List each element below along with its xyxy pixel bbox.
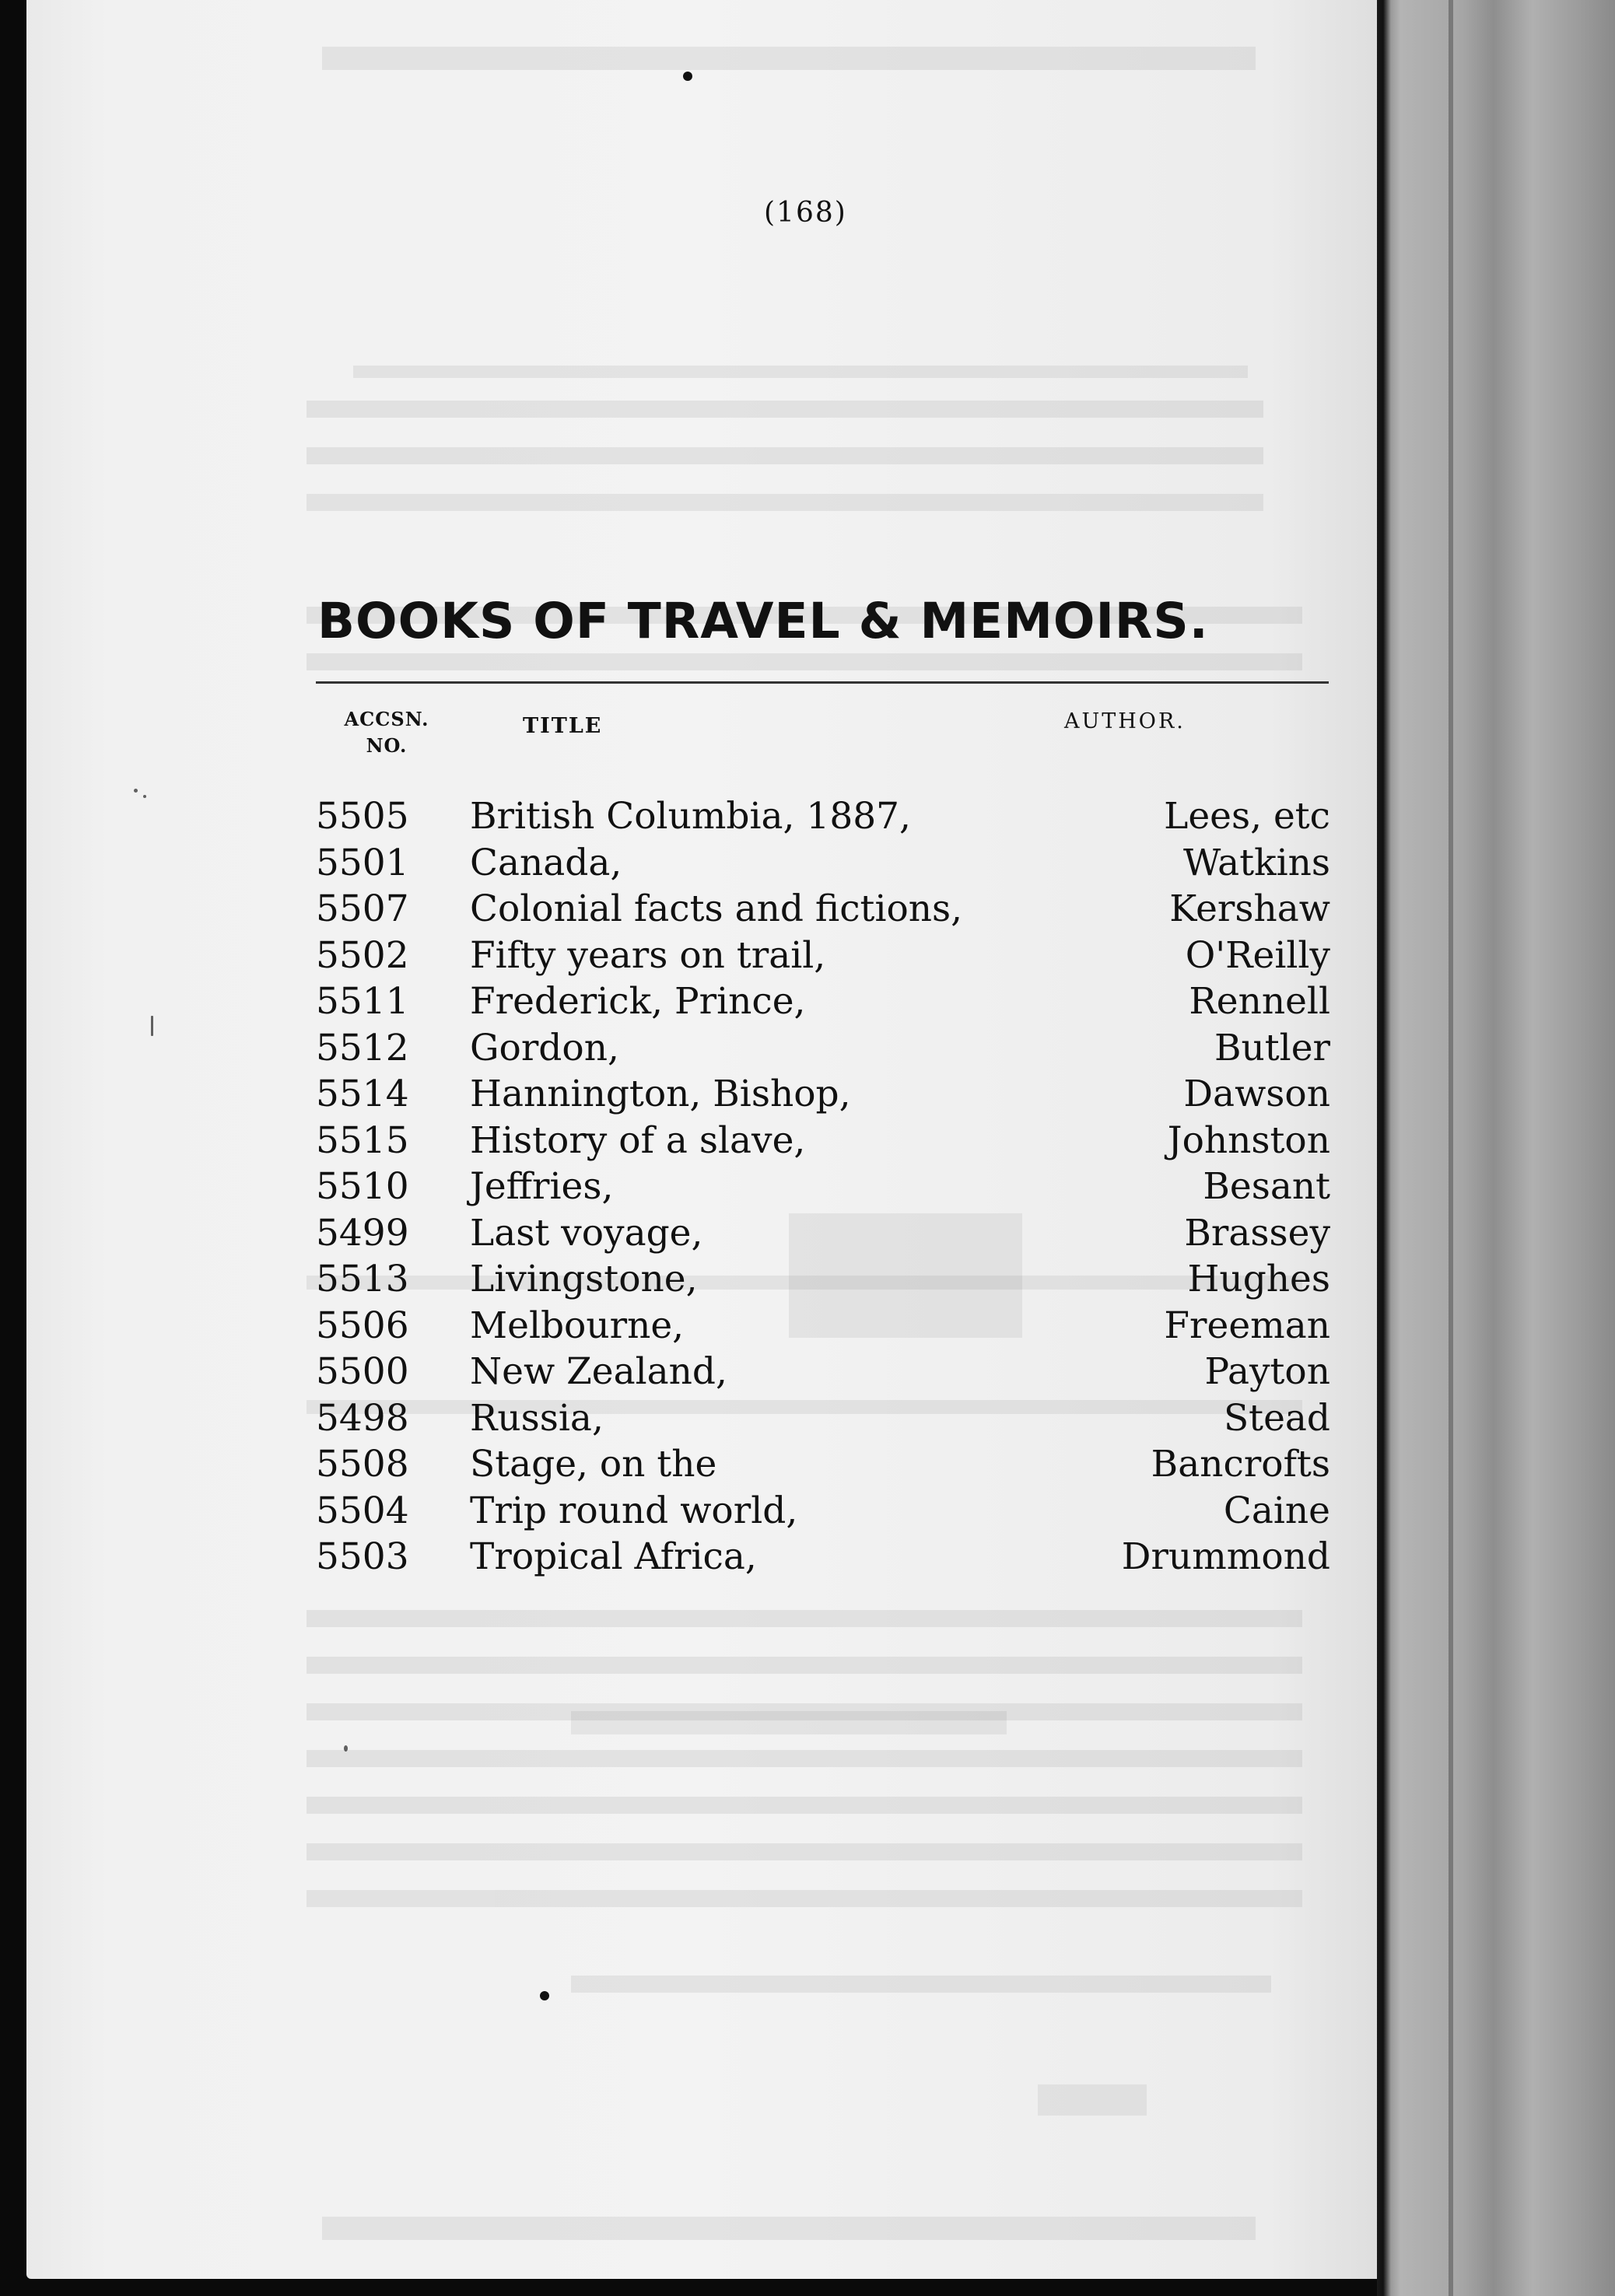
list-item: [316, 1443, 1330, 1489]
section-heading: BOOKS OF TRAVEL & MEMOIRS.: [317, 593, 1209, 649]
book-author: Bancrofts: [1151, 1443, 1330, 1486]
list-item: [316, 1212, 1330, 1258]
list-item: [316, 795, 1330, 842]
book-author: Johnston: [1167, 1118, 1330, 1162]
accession-number: 5515: [316, 1118, 409, 1162]
list-item: [316, 1258, 1330, 1304]
list-item: [316, 934, 1330, 981]
book-title: Hannington, Bishop,: [470, 1073, 851, 1115]
book-binding-edge: [1377, 0, 1615, 2296]
book-title: Frederick, Prince,: [470, 980, 806, 1023]
book-title: Jeffries,: [470, 1165, 614, 1208]
accession-number: 5500: [316, 1350, 409, 1393]
list-item: [316, 1397, 1330, 1444]
book-title: British Columbia, 1887,: [470, 795, 911, 838]
book-author: Lees, etc: [1164, 795, 1330, 838]
column-header-accession-number: [344, 706, 429, 759]
book-author: Caine: [1223, 1489, 1330, 1532]
book-title: Colonial facts and fictions,: [470, 887, 963, 930]
list-item: [316, 1535, 1330, 1582]
heading-rule: [316, 681, 1329, 684]
book-title: New Zealand,: [470, 1350, 727, 1393]
book-author: Butler: [1214, 1026, 1330, 1069]
book-author: Dawson: [1183, 1073, 1330, 1115]
book-title: Last voyage,: [470, 1211, 703, 1255]
binding-shadow-line: [1449, 0, 1453, 2296]
accession-number: 5502: [316, 933, 409, 977]
book-title: Russia,: [470, 1396, 604, 1440]
bottom-printer-dot: [540, 1991, 549, 2000]
accession-number: 5505: [316, 795, 409, 838]
accession-number: 5498: [316, 1396, 409, 1440]
accession-number: 5506: [316, 1304, 409, 1347]
list-item: [316, 1304, 1330, 1351]
speck: [344, 1745, 348, 1752]
list-item: [316, 887, 1330, 934]
book-author: Stead: [1223, 1396, 1330, 1440]
list-item: [316, 1165, 1330, 1212]
book-author: Kershaw: [1169, 887, 1330, 930]
book-author: Rennell: [1189, 980, 1330, 1023]
speck: [151, 1016, 153, 1036]
column-header-title: TITLE: [523, 714, 603, 738]
speck: [134, 789, 138, 793]
accession-number: 5499: [316, 1211, 409, 1255]
book-title: Fifty years on trail,: [470, 933, 826, 977]
book-author: Payton: [1204, 1350, 1330, 1393]
accession-number: 5508: [316, 1443, 409, 1486]
book-author: Hughes: [1187, 1258, 1330, 1300]
accession-number: 5511: [316, 980, 409, 1023]
book-author: O'Reilly: [1185, 933, 1330, 977]
book-title: Tropical Africa,: [470, 1535, 757, 1578]
speck: [143, 795, 146, 798]
book-title: Stage, on the: [470, 1443, 717, 1486]
book-title: Gordon,: [470, 1026, 619, 1069]
list-item: [316, 1489, 1330, 1536]
list-item: [316, 1073, 1330, 1119]
book-title: Melbourne,: [470, 1304, 685, 1347]
page-number: (168): [764, 197, 847, 229]
accession-number: 5504: [316, 1489, 409, 1532]
top-printer-dot: [683, 72, 692, 81]
accession-number: 5507: [316, 887, 409, 930]
column-header-author: AUTHOR.: [1064, 709, 1186, 733]
paper-page: [26, 0, 1377, 2279]
book-title: Trip round world,: [470, 1489, 798, 1532]
accession-number: 5510: [316, 1165, 409, 1208]
list-item: [316, 1350, 1330, 1397]
book-title: History of a slave,: [470, 1118, 806, 1162]
accession-number: 5501: [316, 841, 409, 884]
accession-number: 5512: [316, 1026, 409, 1069]
book-author: Drummond: [1121, 1535, 1330, 1578]
column-header-accsn-line1: ACCSN.: [344, 708, 429, 730]
column-header-accsn-line2: NO.: [366, 734, 408, 757]
book-title: Canada,: [470, 841, 622, 884]
list-item: [316, 980, 1330, 1027]
book-list: [316, 795, 1330, 1582]
list-item: [316, 842, 1330, 888]
list-item: [316, 1027, 1330, 1073]
book-title: Livingstone,: [470, 1258, 698, 1300]
book-author: Besant: [1203, 1165, 1330, 1208]
book-author: Brassey: [1184, 1211, 1330, 1255]
list-item: [316, 1119, 1330, 1166]
accession-number: 5514: [316, 1073, 409, 1115]
book-author: Watkins: [1182, 841, 1330, 884]
accession-number: 5513: [316, 1258, 409, 1300]
book-author: Freeman: [1164, 1304, 1330, 1347]
accession-number: 5503: [316, 1535, 409, 1578]
